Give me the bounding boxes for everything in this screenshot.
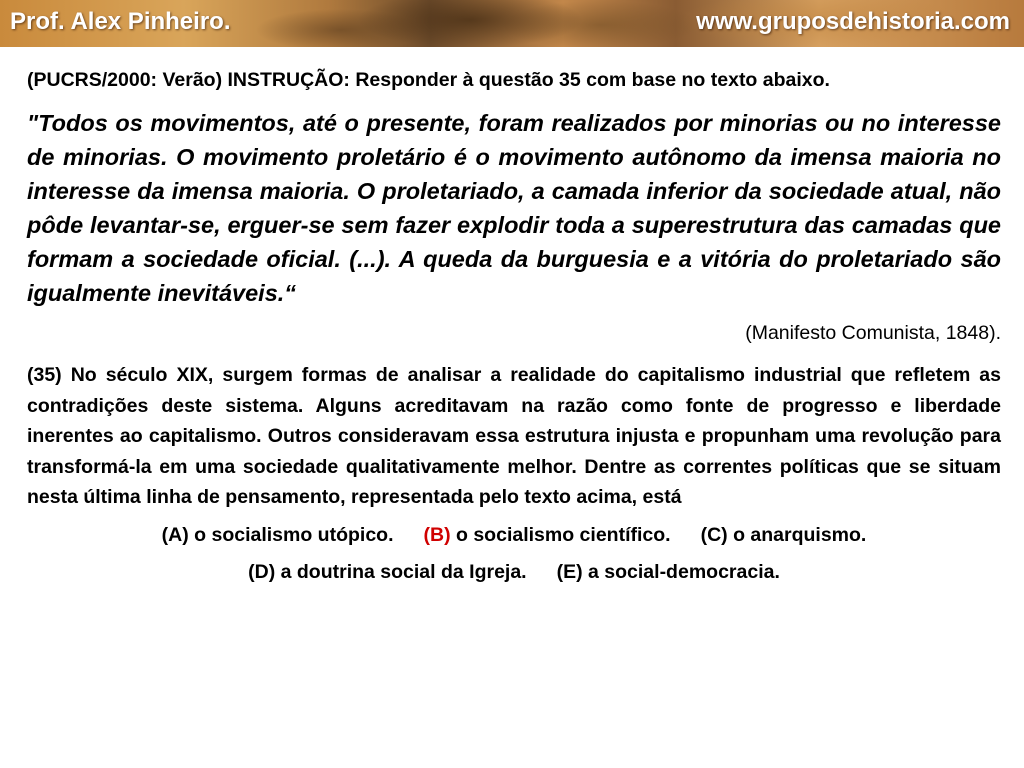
- option-b: [424, 524, 671, 546]
- option-e: (E) a social-democracia.: [556, 560, 780, 583]
- options-row-2: [27, 558, 1001, 586]
- website-url: www.gruposdehistoria.com: [696, 8, 1010, 35]
- option-a: (A) o socialismo utópico.: [161, 523, 394, 546]
- instruction-text: (PUCRS/2000: Verão) INSTRUÇÃO: Responder à questão 35 com base no texto abaixo.: [27, 69, 830, 91]
- option-c: (C) o anarquismo.: [700, 523, 867, 546]
- author-name: Prof. Alex Pinheiro.: [10, 8, 231, 35]
- slide-content: [27, 66, 1001, 586]
- option-b-letter: (B): [423, 523, 451, 546]
- quote-source: (Manifesto Comunista, 1848).: [745, 322, 1001, 344]
- option-d: (D) a doutrina social da Igreja.: [248, 560, 527, 583]
- option-b-text: o socialismo científico.: [450, 523, 671, 546]
- manifesto-quote: "Todos os movimentos, até o presente, foram realizados por minorias ou no interesse de minorias. O movimento proletário é o movimento autônomo da imensa maioria no interesse da imensa maioria. O proletariado, a camada inferior da sociedade atual, não pôde levantar-se, erguer-se sem fazer explodir toda a superestrutura das camadas que formam a sociedade oficial. (...). A queda da burguesia e a vitória do proletariado são igualmente inevitáveis.“: [27, 110, 1001, 306]
- options-row-1: [27, 521, 1001, 549]
- question-text: (35) No século XIX, surgem formas de analisar a realidade do capitalismo industrial que refletem as contradições deste sistema. Alguns acreditavam na razão como fonte de progresso e liberdade inerentes ao capitalismo. Outros consideravam essa estrutura injusta e propunham uma revolução para transformá-la em uma sociedade qualitativamente melhor. Dentre as correntes políticas que se situam nesta última linha de pensamento, representada pelo texto acima, está: [27, 364, 1001, 508]
- header-banner: [0, 0, 1024, 47]
